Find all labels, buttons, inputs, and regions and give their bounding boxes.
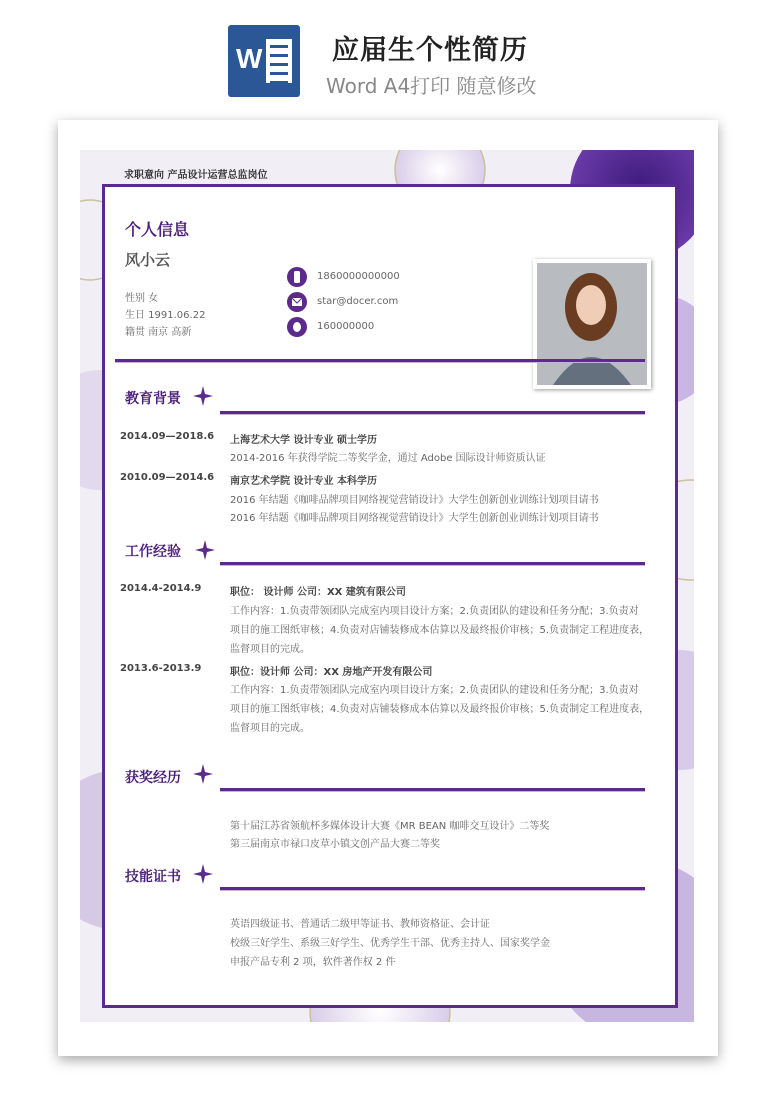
gender: 性别 女 <box>125 293 159 304</box>
skill-item: 校级三好学生、系级三好学生、优秀学生干部、优秀主持人、国家奖学金 <box>230 938 550 949</box>
education-line: 2016 年结题《咖啡品牌项目网络视觉营销设计》大学生创新创业训练计划项目请书 <box>230 495 599 506</box>
education-divider <box>220 411 645 415</box>
awards-divider <box>220 788 645 792</box>
resume-page <box>58 120 718 1056</box>
origin: 籍贯 南京 高新 <box>125 327 192 338</box>
email-address: star@docer.com <box>317 296 399 307</box>
work-line: 监督项目的完成。 <box>230 723 310 734</box>
work-date: 2014.4-2014.9 <box>120 583 202 594</box>
word-icon: W <box>228 25 300 97</box>
portrait-icon <box>533 259 651 389</box>
education-date: 2010.09—2014.6 <box>120 472 215 483</box>
page-header <box>0 0 774 110</box>
education-line: 2014-2016 年获得学院二等奖学金，通过 Adobe 国际设计师资质认证 <box>230 453 546 464</box>
pinwheel-icon <box>193 538 217 566</box>
work-line: 工作内容：1.负责带领团队完成室内项目设计方案；2.负责团队的建设和任务分配；3.负责对 <box>230 606 639 617</box>
phone-icon <box>287 267 307 287</box>
work-divider <box>220 562 645 566</box>
skill-item: 英语四级证书、普通话二级甲等证书、教师资格证、会计证 <box>230 919 490 930</box>
education-title: 教育背景 <box>125 391 181 407</box>
award-item: 第十届江苏省领航杯多媒体设计大赛《MR BEAN 咖啡交互设计》二等奖 <box>230 821 550 832</box>
work-head: 职位：设计师 公司：XX 房地产开发有限公司 <box>230 667 433 678</box>
education-date: 2014.09—2018.6 <box>120 431 215 442</box>
work-line: 监督项目的完成。 <box>230 644 310 655</box>
pinwheel-icon <box>191 384 215 412</box>
page-subtitle: Word A4打印 随意修改 <box>326 74 537 98</box>
work-title: 工作经验 <box>125 544 181 560</box>
skills-divider <box>220 887 645 891</box>
page-title: 应届生个性简历 <box>332 35 528 66</box>
awards-title: 获奖经历 <box>125 770 181 786</box>
skills-title: 技能证书 <box>125 869 181 885</box>
candidate-name: 风小云 <box>125 251 171 269</box>
birth-date: 生日 1991.06.22 <box>125 310 206 321</box>
skill-item: 申报产品专利 2 项，软件著作权 2 件 <box>230 957 396 968</box>
qq-number: 160000000 <box>317 321 375 332</box>
qq-icon <box>287 317 307 337</box>
resume-card <box>102 184 678 1008</box>
education-head: 上海艺术大学 设计专业 硕士学历 <box>230 435 377 446</box>
personal-info-title: 个人信息 <box>125 220 190 239</box>
work-date: 2013.6-2013.9 <box>120 663 202 674</box>
pinwheel-icon <box>191 862 215 890</box>
education-line: 2016 年结题《咖啡品牌项目网络视觉营销设计》大学生创新创业训练计划项目请书 <box>230 513 599 524</box>
work-head: 职位： 设计师 公司：XX 建筑有限公司 <box>230 587 406 598</box>
work-line: 项目的施工图纸审核；4.负责对店铺装修成本估算以及最终报价审核；5.负责制定工程进度表， <box>230 704 650 715</box>
work-line: 项目的施工图纸审核；4.负责对店铺装修成本估算以及最终报价审核；5.负责制定工程进度表， <box>230 625 650 636</box>
profile-photo <box>533 259 651 389</box>
award-item: 第三届南京市禄口皮草小镇文创产品大赛二等奖 <box>230 839 440 850</box>
education-head: 南京艺术学院 设计专业 本科学历 <box>230 476 377 487</box>
work-line: 工作内容：1.负责带领团队完成室内项目设计方案；2.负责团队的建设和任务分配；3.负责对 <box>230 685 639 696</box>
pinwheel-icon <box>191 762 215 790</box>
email-icon <box>287 292 307 312</box>
personal-divider <box>115 359 645 363</box>
job-intent: 求职意向 产品设计运营总监岗位 <box>124 170 268 181</box>
phone-number: 1860000000000 <box>317 271 400 282</box>
